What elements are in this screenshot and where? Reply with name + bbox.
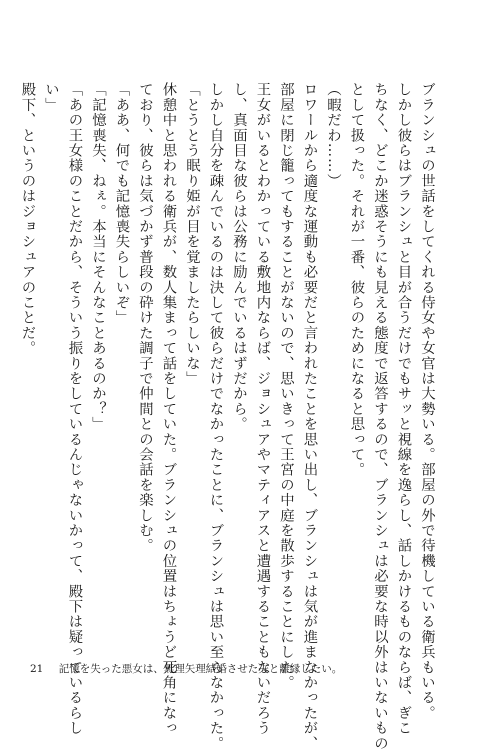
text-line: 「あの王女様のことだから、そういう振りをしているんじゃないかって、殿下は疑っているらし <box>66 82 83 736</box>
text-line: ブランシュの世話をしてくれる侍女や女官は大勢いる。部屋の外で待機している衛兵もいる。 <box>419 82 435 721</box>
text-line: しかし自分を疎んでいるのは決して彼らだけでなかったことに、ブランシュは思い至らなかった。 <box>207 82 224 751</box>
page-footer <box>30 661 342 676</box>
text-line: 王女がいるとわかっている敷地内ならば、ジョシュアやマティアスと遭遇することもないだろう <box>254 82 271 736</box>
text-line: 部屋に閉じ籠ってもすることがないので、思いきって王宮の中庭を散歩することにした。 <box>278 82 294 690</box>
text-line: 「記憶喪失、ねぇ。本当にそんなことあるのか？」 <box>90 82 106 432</box>
text-line: 「とうとう眠り姫が目を覚ましたらしいな」 <box>184 82 200 386</box>
text-line: （暇だわ……） <box>325 82 341 189</box>
text-line: 殿下、というのはジョシュアのことだ。 <box>19 82 36 356</box>
text-line: ちなく、どこか迷惑そうにも見える態度で返答するので、ブランシュは必要な時以外はいないもの <box>372 82 388 751</box>
text-line: しかし彼らはブランシュと目が合うだけでもサッと視線を逸らし、話しかけるものならば、ぎこ <box>395 82 412 736</box>
text-line: ており、彼らは気づかず普段の砕けた調子で仲間との会話を楽しむ。 <box>137 82 153 554</box>
text-line: し、真面目な彼らは公務に励んでいるはずだから。 <box>231 82 247 432</box>
text-line: ロワールから適度な運動も必要だと言われたことを思い出し、ブランシュは気が進まなかったが、 <box>301 82 318 751</box>
text-line: い」 <box>43 82 59 113</box>
running-title: 記憶を失った悪女は、無理矢理結婚させた夫と離縁したい。 <box>58 663 343 675</box>
text-line: として扱った。それが一番、彼らのためになると思って。 <box>348 82 365 478</box>
text-line: 「ああ、何でも記憶喪失らしいぞ」 <box>113 82 130 326</box>
text-line: 休憩中と思われる衛兵が、数人集まって話をしていた。ブランシュの位置はちょうど死角になっ <box>160 82 177 736</box>
page-number: 21 <box>30 663 44 675</box>
